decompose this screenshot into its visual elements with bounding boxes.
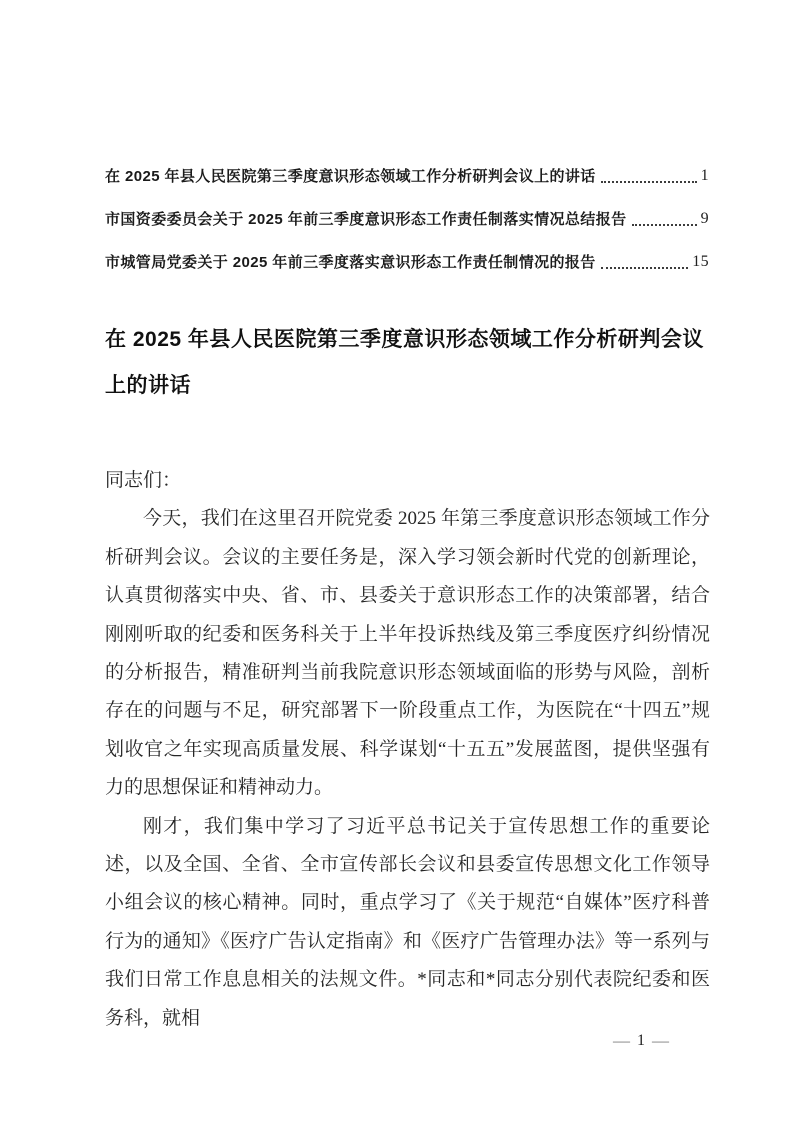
toc-item[interactable] bbox=[105, 154, 709, 197]
toc-page-number: 9 bbox=[700, 209, 709, 227]
footer-dash-left: — bbox=[613, 1031, 630, 1050]
toc-item-title: 市国资委委员会关于 2025 年前三季度意识形态工作责任制落实情况总结报告 bbox=[105, 211, 627, 228]
toc-page-number: 15 bbox=[692, 252, 709, 270]
page-footer bbox=[613, 1031, 669, 1051]
footer-dash-right: — bbox=[652, 1031, 669, 1050]
toc-item-title: 在 2025 年县人民医院第三季度意识形态领域工作分析研判会议上的讲话 bbox=[105, 168, 596, 185]
toc-item-title: 市城管局党委关于 2025 年前三季度落实意识形态工作责任制情况的报告 bbox=[105, 254, 596, 271]
paragraph: 今天，我们在这里召开院党委 2025 年第三季度意识形态领域工作分析研判会议。会议的主要任务是，深入学习领会新时代党的创新理论，认真贯彻落实中央、省、市、县委关于意识形态工作的决策部署，结合刚刚听取的纪委和医务科关于上半年投诉热线及第三季度医疗纠纷情况的分析报告，精准研判当前我院意识形态领域面临的形势与风险，剖析存在的问题与不足，研究部署下一阶段重点工作，为医院在“十四五”规划收官之年实现高质量发展、科学谋划“十五五”发展蓝图，提供坚强有力的思想保证和精神动力。 bbox=[105, 508, 710, 799]
toc-dot-leader bbox=[601, 168, 697, 183]
document-title: 在 2025 年县人民医院第三季度意识形态领域工作分析研判会议上的讲话 bbox=[105, 328, 704, 397]
toc-item[interactable] bbox=[105, 197, 709, 240]
toc-dot-leader bbox=[601, 254, 688, 269]
document-body bbox=[105, 462, 710, 1038]
page-number: 1 bbox=[637, 1032, 645, 1049]
table-of-contents bbox=[105, 154, 709, 283]
paragraph: 刚才，我们集中学习了习近平总书记关于宣传思想工作的重要论述，以及全国、全省、全市宣传部长会议和县委宣传思想文化工作领导小组会议的核心精神。同时，重点学习了《关于规范“自媒体”医疗科普行为的通知》《医疗广告认定指南》和《医疗广告管理办法》等一系列与我们日常工作息息相关的法规文件。*同志和*同志分别代表院纪委和医务科，就相 bbox=[105, 815, 710, 1029]
toc-page-number: 1 bbox=[700, 166, 709, 184]
toc-dot-leader bbox=[632, 211, 697, 226]
toc-item[interactable] bbox=[105, 240, 709, 283]
salutation: 同志们： bbox=[105, 470, 182, 491]
